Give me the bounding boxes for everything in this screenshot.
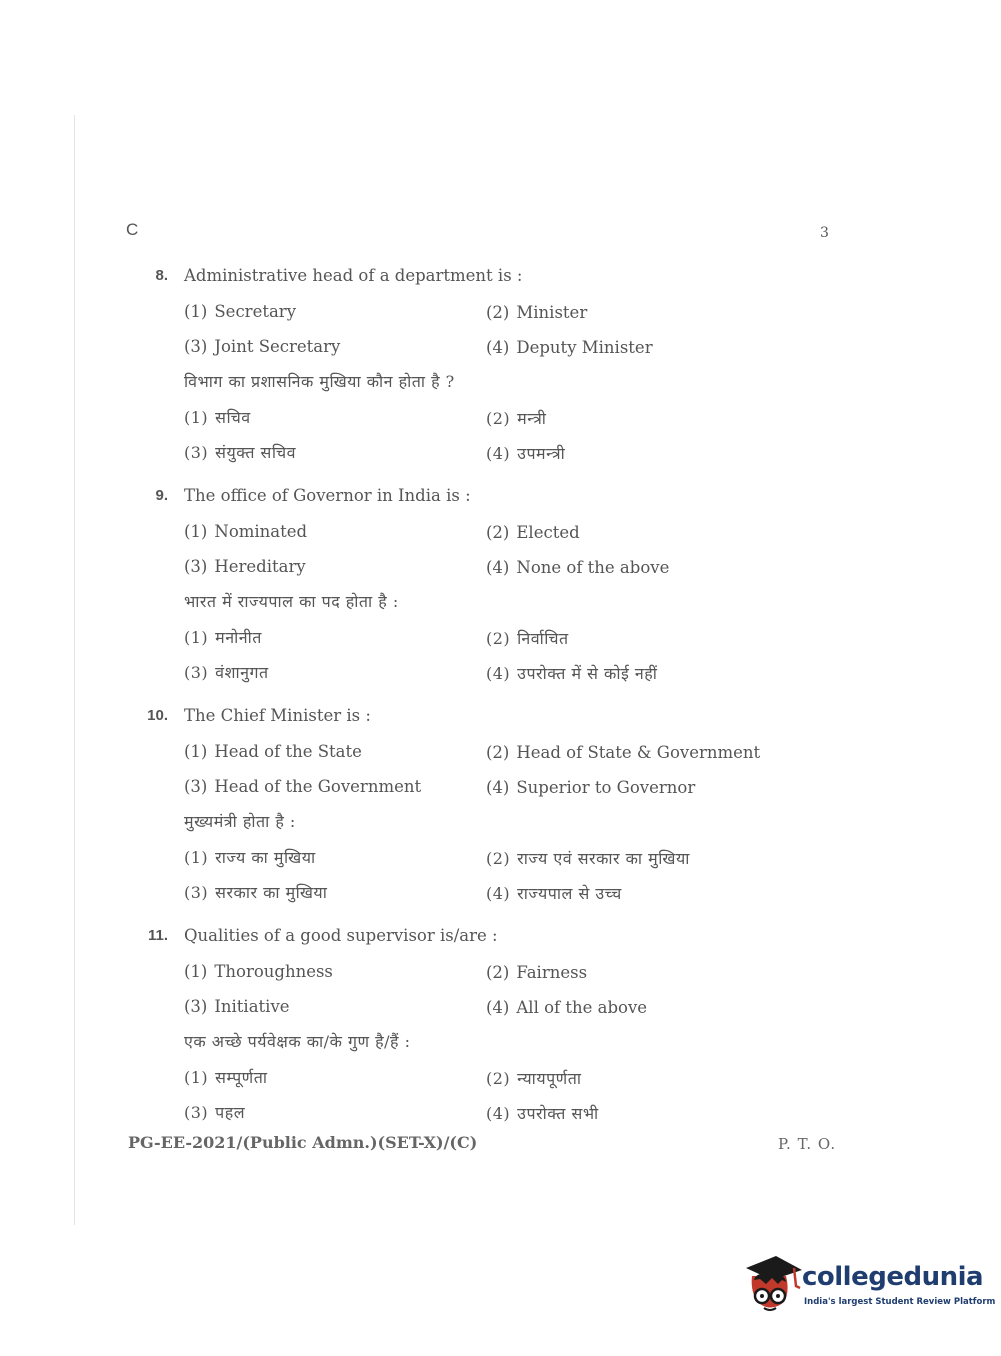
option-2-hi: (2) निर्वाचित: [486, 629, 569, 648]
option-2-hi: (2) राज्य एवं सरकार का मुखिया: [486, 849, 690, 868]
question-stem-hi: एक अच्छे पर्यवेक्षक का/के गुण है/हैं :: [184, 1032, 411, 1051]
option-1-en: (1) Thoroughness: [184, 962, 333, 981]
question-number: 9.: [155, 487, 168, 504]
option-1-hi: (1) राज्य का मुखिया: [184, 848, 316, 867]
option-3-hi: (3) वंशानुगत: [184, 663, 269, 682]
option-1-en: (1) Secretary: [184, 302, 297, 321]
option-1-en: (1) Head of the State: [184, 742, 362, 761]
brand-name: collegedunia: [802, 1262, 984, 1292]
page-number: 3: [820, 225, 829, 241]
option-4-en: (4) Deputy Minister: [486, 338, 653, 357]
option-2-en: (2) Elected: [486, 523, 580, 542]
option-4-hi: (4) उपरोक्त में से कोई नहीं: [486, 664, 658, 683]
question-stem-hi: भारत में राज्यपाल का पद होता है :: [184, 592, 399, 611]
brand-watermark: [742, 1250, 996, 1320]
option-4-en: (4) Superior to Governor: [486, 778, 696, 797]
option-4-hi: (4) राज्यपाल से उच्च: [486, 884, 622, 903]
option-1-en: (1) Nominated: [184, 522, 308, 541]
question-stem-hi: विभाग का प्रशासनिक मुखिया कौन होता है ?: [184, 372, 455, 391]
set-code: C: [126, 220, 139, 239]
question-number: 10.: [147, 707, 168, 724]
option-4-hi: (4) उपमन्त्री: [486, 444, 566, 463]
question-stem-en: The Chief Minister is :: [184, 706, 371, 725]
option-4-en: (4) All of the above: [486, 998, 648, 1017]
option-2-hi: (2) न्यायपूर्णता: [486, 1069, 582, 1088]
question-number: 8.: [155, 267, 168, 284]
option-3-en: (3) Initiative: [184, 997, 290, 1016]
option-2-en: (2) Fairness: [486, 963, 588, 982]
option-3-hi: (3) संयुक्त सचिव: [184, 443, 297, 462]
pto-label: P. T. O.: [778, 1135, 837, 1153]
question-stem-hi: मुख्यमंत्री होता है :: [184, 812, 296, 831]
brand-tagline: India's largest Student Review Platform: [804, 1297, 996, 1307]
option-3-hi: (3) पहल: [184, 1103, 246, 1122]
option-4-en: (4) None of the above: [486, 558, 670, 577]
option-3-en: (3) Head of the Government: [184, 777, 422, 796]
option-4-hi: (4) उपरोक्त सभी: [486, 1104, 599, 1123]
option-2-hi: (2) मन्त्री: [486, 409, 547, 428]
option-1-hi: (1) सचिव: [184, 408, 251, 427]
option-3-hi: (3) सरकार का मुखिया: [184, 883, 328, 902]
option-2-en: (2) Minister: [486, 303, 588, 322]
paper-code: PG-EE-2021/(Public Admn.)(SET-X)/(C): [128, 1133, 478, 1152]
question-stem-en: Qualities of a good supervisor is/are :: [184, 926, 498, 945]
option-3-en: (3) Joint Secretary: [184, 337, 341, 356]
graduate-mascot-icon: [742, 1250, 804, 1316]
option-1-hi: (1) मनोनीत: [184, 628, 262, 647]
question-stem-en: Administrative head of a department is :: [184, 266, 523, 285]
option-1-hi: (1) सम्पूर्णता: [184, 1068, 268, 1087]
option-2-en: (2) Head of State & Government: [486, 743, 761, 762]
option-3-en: (3) Hereditary: [184, 557, 306, 576]
question-number: 11.: [147, 927, 168, 944]
question-stem-en: The office of Governor in India is :: [184, 486, 471, 505]
